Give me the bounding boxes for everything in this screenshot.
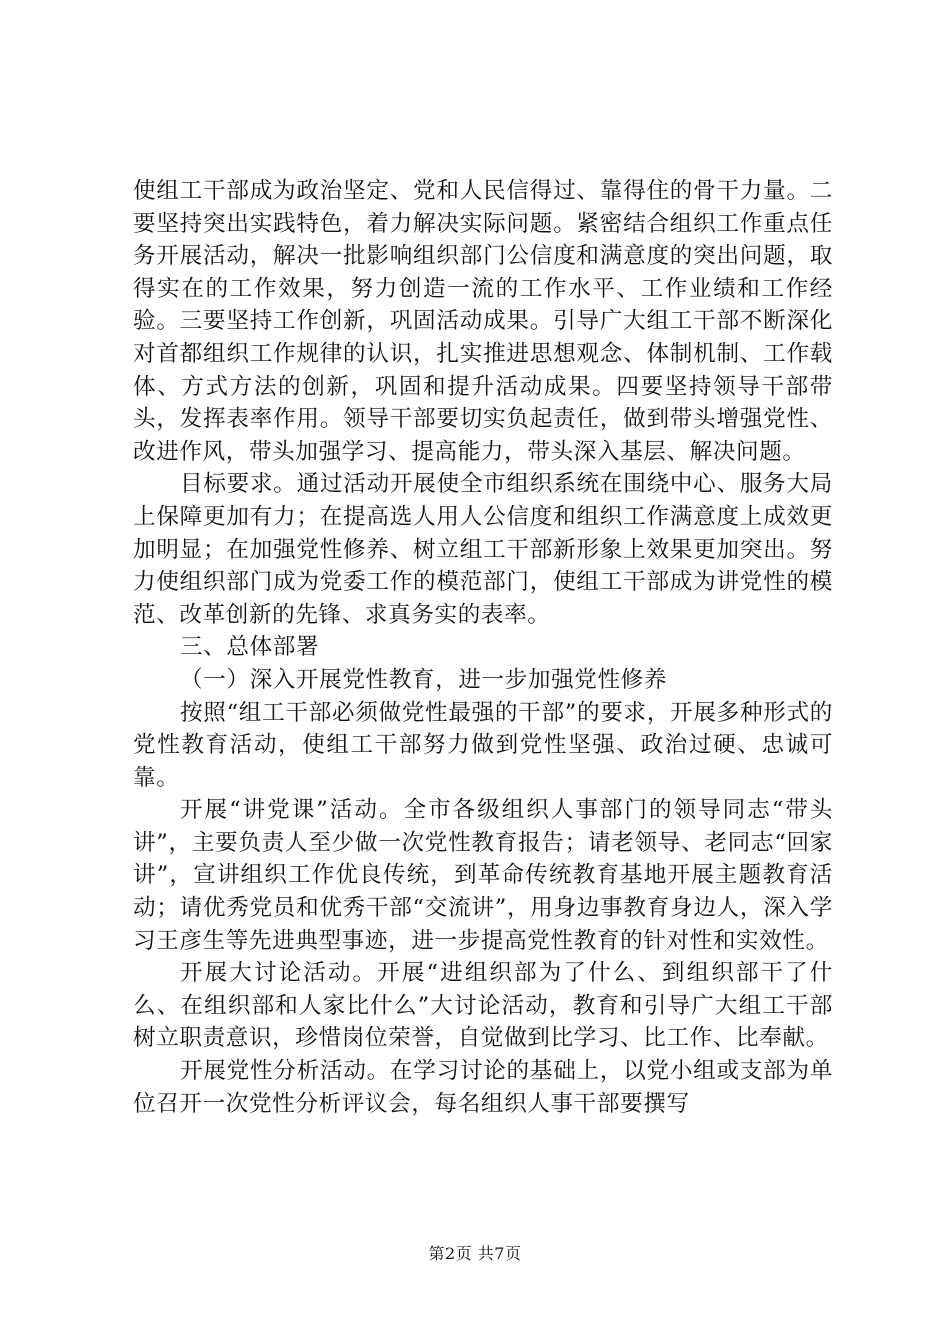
paragraph-continuation: 使组工干部成为政治坚定、党和人民信得过、靠得住的骨干力量。二要坚持突出实践特色，着力解决实际问题。紧密结合组织工作重点任务开展活动，解决一批影响组织部门公信度和满意度的突出问题，取得实在的工作效果，努力创造一流的工作水平、工作业绩和工作经验。三要坚持工作创新，巩固活动成果。引导广大组工干部不断深化对首都组织工作规律的认识，扎实推进思想观念、体制机制、工作载体、方式方法的创新，巩固和提升活动成果。四要坚持领导干部带头，发挥表率作用。领导干部要切实负起责任，做到带头增强党性、改进作风，带头加强学习、提高能力，带头深入基层、解决问题。 xyxy=(133,178,833,465)
paragraph-party-analysis: 开展党性分析活动。在学习讨论的基础上，以党小组或支部为单位召开一次党性分析评议会，每名组织人事干部要撰写 xyxy=(133,1058,833,1117)
page-footer: 第2页 共7页 xyxy=(428,1244,522,1263)
subsection-heading-party-education: （一）深入开展党性教育，进一步加强党性修养 xyxy=(180,666,668,693)
document-body xyxy=(133,175,833,1120)
paragraph-goals: 目标要求。通过活动开展使全市组织系统在围绕中心、服务大局上保障更加有力；在提高选人用人公信度和组织工作满意度上成效更加明显；在加强党性修养、树立组工干部新形象上效果更加突出。努力使组织部门成为党委工作的模范部门，使组工干部成为讲党性的模范、改革创新的先锋、求真务实的表率。 xyxy=(133,471,833,628)
paragraph-discussion-activity: 开展大讨论活动。开展“进组织部为了什么、到组织部干了什么、在组织部和人家比什么”大讨论活动，教育和引导广大组工干部树立职责意识，珍惜岗位荣誉，自觉做到比学习、比工作、比奉献。 xyxy=(133,960,833,1052)
paragraph-party-lectures: 开展“讲党课”活动。全市各级组织人事部门的领导同志“带头讲”，主要负责人至少做一次党性教育报告；请老领导、老同志“回家讲”，宣讲组织工作优良传统，到革命传统教育基地开展主题教育活动；请优秀党员和优秀干部“交流讲”，用身边事教育身边人，深入学习王彦生等先进典型事迹，进一步提高党性教育的针对性和实效性。 xyxy=(133,797,833,954)
paragraph-party-education-intro: 按照“组工干部必须做党性最强的干部”的要求，开展多种形式的党性教育活动，使组工干部努力做到党性坚强、政治过硬、忠诚可靠。 xyxy=(133,699,833,791)
section-heading-overall-deployment: 三、总体部署 xyxy=(180,634,320,661)
